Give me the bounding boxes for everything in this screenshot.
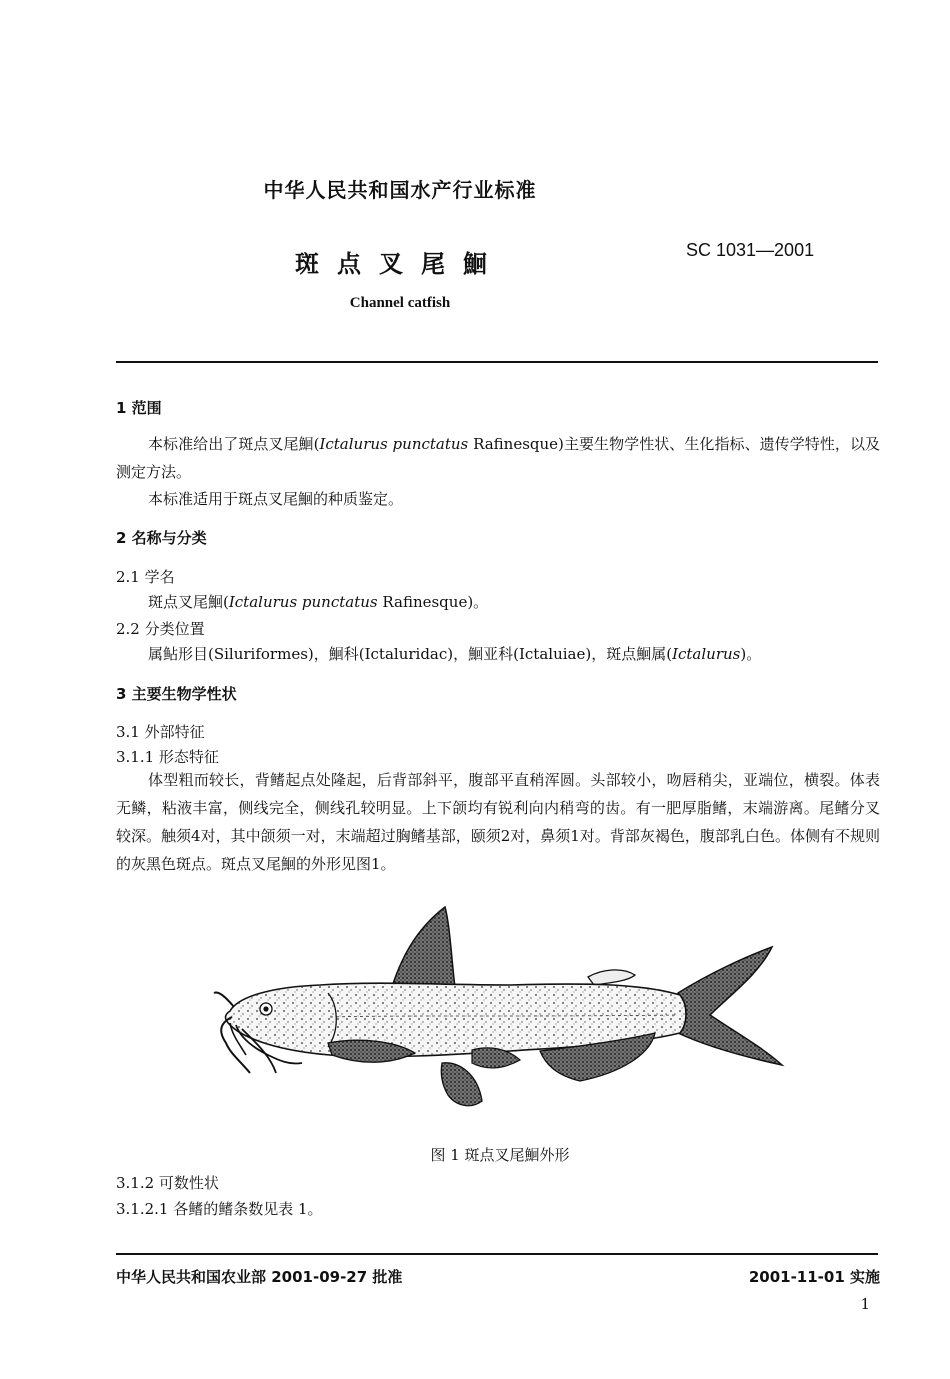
- adipose-fin: [588, 970, 635, 985]
- channel-catfish-figure: [210, 905, 790, 1120]
- section-3-1-1-heading: 3.1.1 形态特征: [116, 748, 219, 766]
- section-1-heading: 1 范围: [116, 399, 162, 417]
- section-2-2-heading: 2.2 分类位置: [116, 620, 205, 638]
- section-3-1-heading: 3.1 外部特征: [116, 723, 205, 741]
- section-2-heading: 2 名称与分类: [116, 529, 207, 547]
- section-2-1-text: 斑点叉尾鮰(Ictalurus punctatus Rafinesque)。: [148, 593, 489, 611]
- page-number: 1: [860, 1295, 870, 1313]
- dorsal-fin: [390, 907, 455, 993]
- nasal-barbel: [214, 993, 234, 1007]
- section-3-1-2-1-heading: 3.1.2.1 各鳍的鳍条数见表 1。: [116, 1200, 323, 1218]
- section-3-1-2-heading: 3.1.2 可数性状: [116, 1174, 219, 1192]
- catfish-illustration: [210, 905, 790, 1120]
- document-title-english: Channel catfish: [349, 295, 451, 311]
- section-2-1-heading: 2.1 学名: [116, 568, 175, 586]
- footer-divider: [116, 1253, 878, 1255]
- ventral-fin: [441, 1063, 482, 1106]
- section-1-paragraph-1: 本标准给出了斑点叉尾鮰(Ictalurus punctatus Rafinesque)主要生物学性状、生化指标、遗传学特性，以及测定方法。: [116, 435, 881, 481]
- section-3-1-1-paragraph: 体型粗而较长，背鳍起点处隆起，后背部斜平，腹部平直稍浑圆。头部较小，吻唇稍尖，亚端位，横裂。体表无鳞，粘液丰富，侧线完全，侧线孔较明显。上下颌均有锐利向内稍弯的齿。有一肥厚脂鳍，末端游离。尾鳍分叉较深。触须4对，其中颌须一对，末端超过胸鳍基部，颐须2对，鼻须1对。背部灰褐色，腹部乳白色。体侧有不规则的灰黑色斑点。斑点叉尾鮰的外形见图1。: [116, 771, 880, 873]
- figure-1-caption: 图 1 斑点叉尾鮰外形: [430, 1146, 570, 1164]
- section-3-heading: 3 主要生物学性状: [116, 685, 237, 703]
- caudal-fin: [678, 947, 782, 1065]
- header-divider: [116, 361, 878, 363]
- section-1-paragraph-2: 本标准适用于斑点叉尾鮰的种质鉴定。: [148, 490, 404, 508]
- approval-statement: 中华人民共和国农业部 2001-09-27 批准: [116, 1268, 403, 1286]
- standard-body-title: 中华人民共和国水产行业标准: [263, 178, 537, 202]
- standard-code: SC 1031—2001: [686, 240, 815, 260]
- effective-date: 2001-11-01 实施: [748, 1268, 880, 1286]
- section-2-2-text: 属鲇形目(Siluriformes)，鮰科(Ictaluridac)，鮰亚科(Ictaluiae)，斑点鮰属(Ictalurus)。: [148, 645, 762, 663]
- document-title-chinese: 斑点叉尾鮰: [295, 250, 505, 278]
